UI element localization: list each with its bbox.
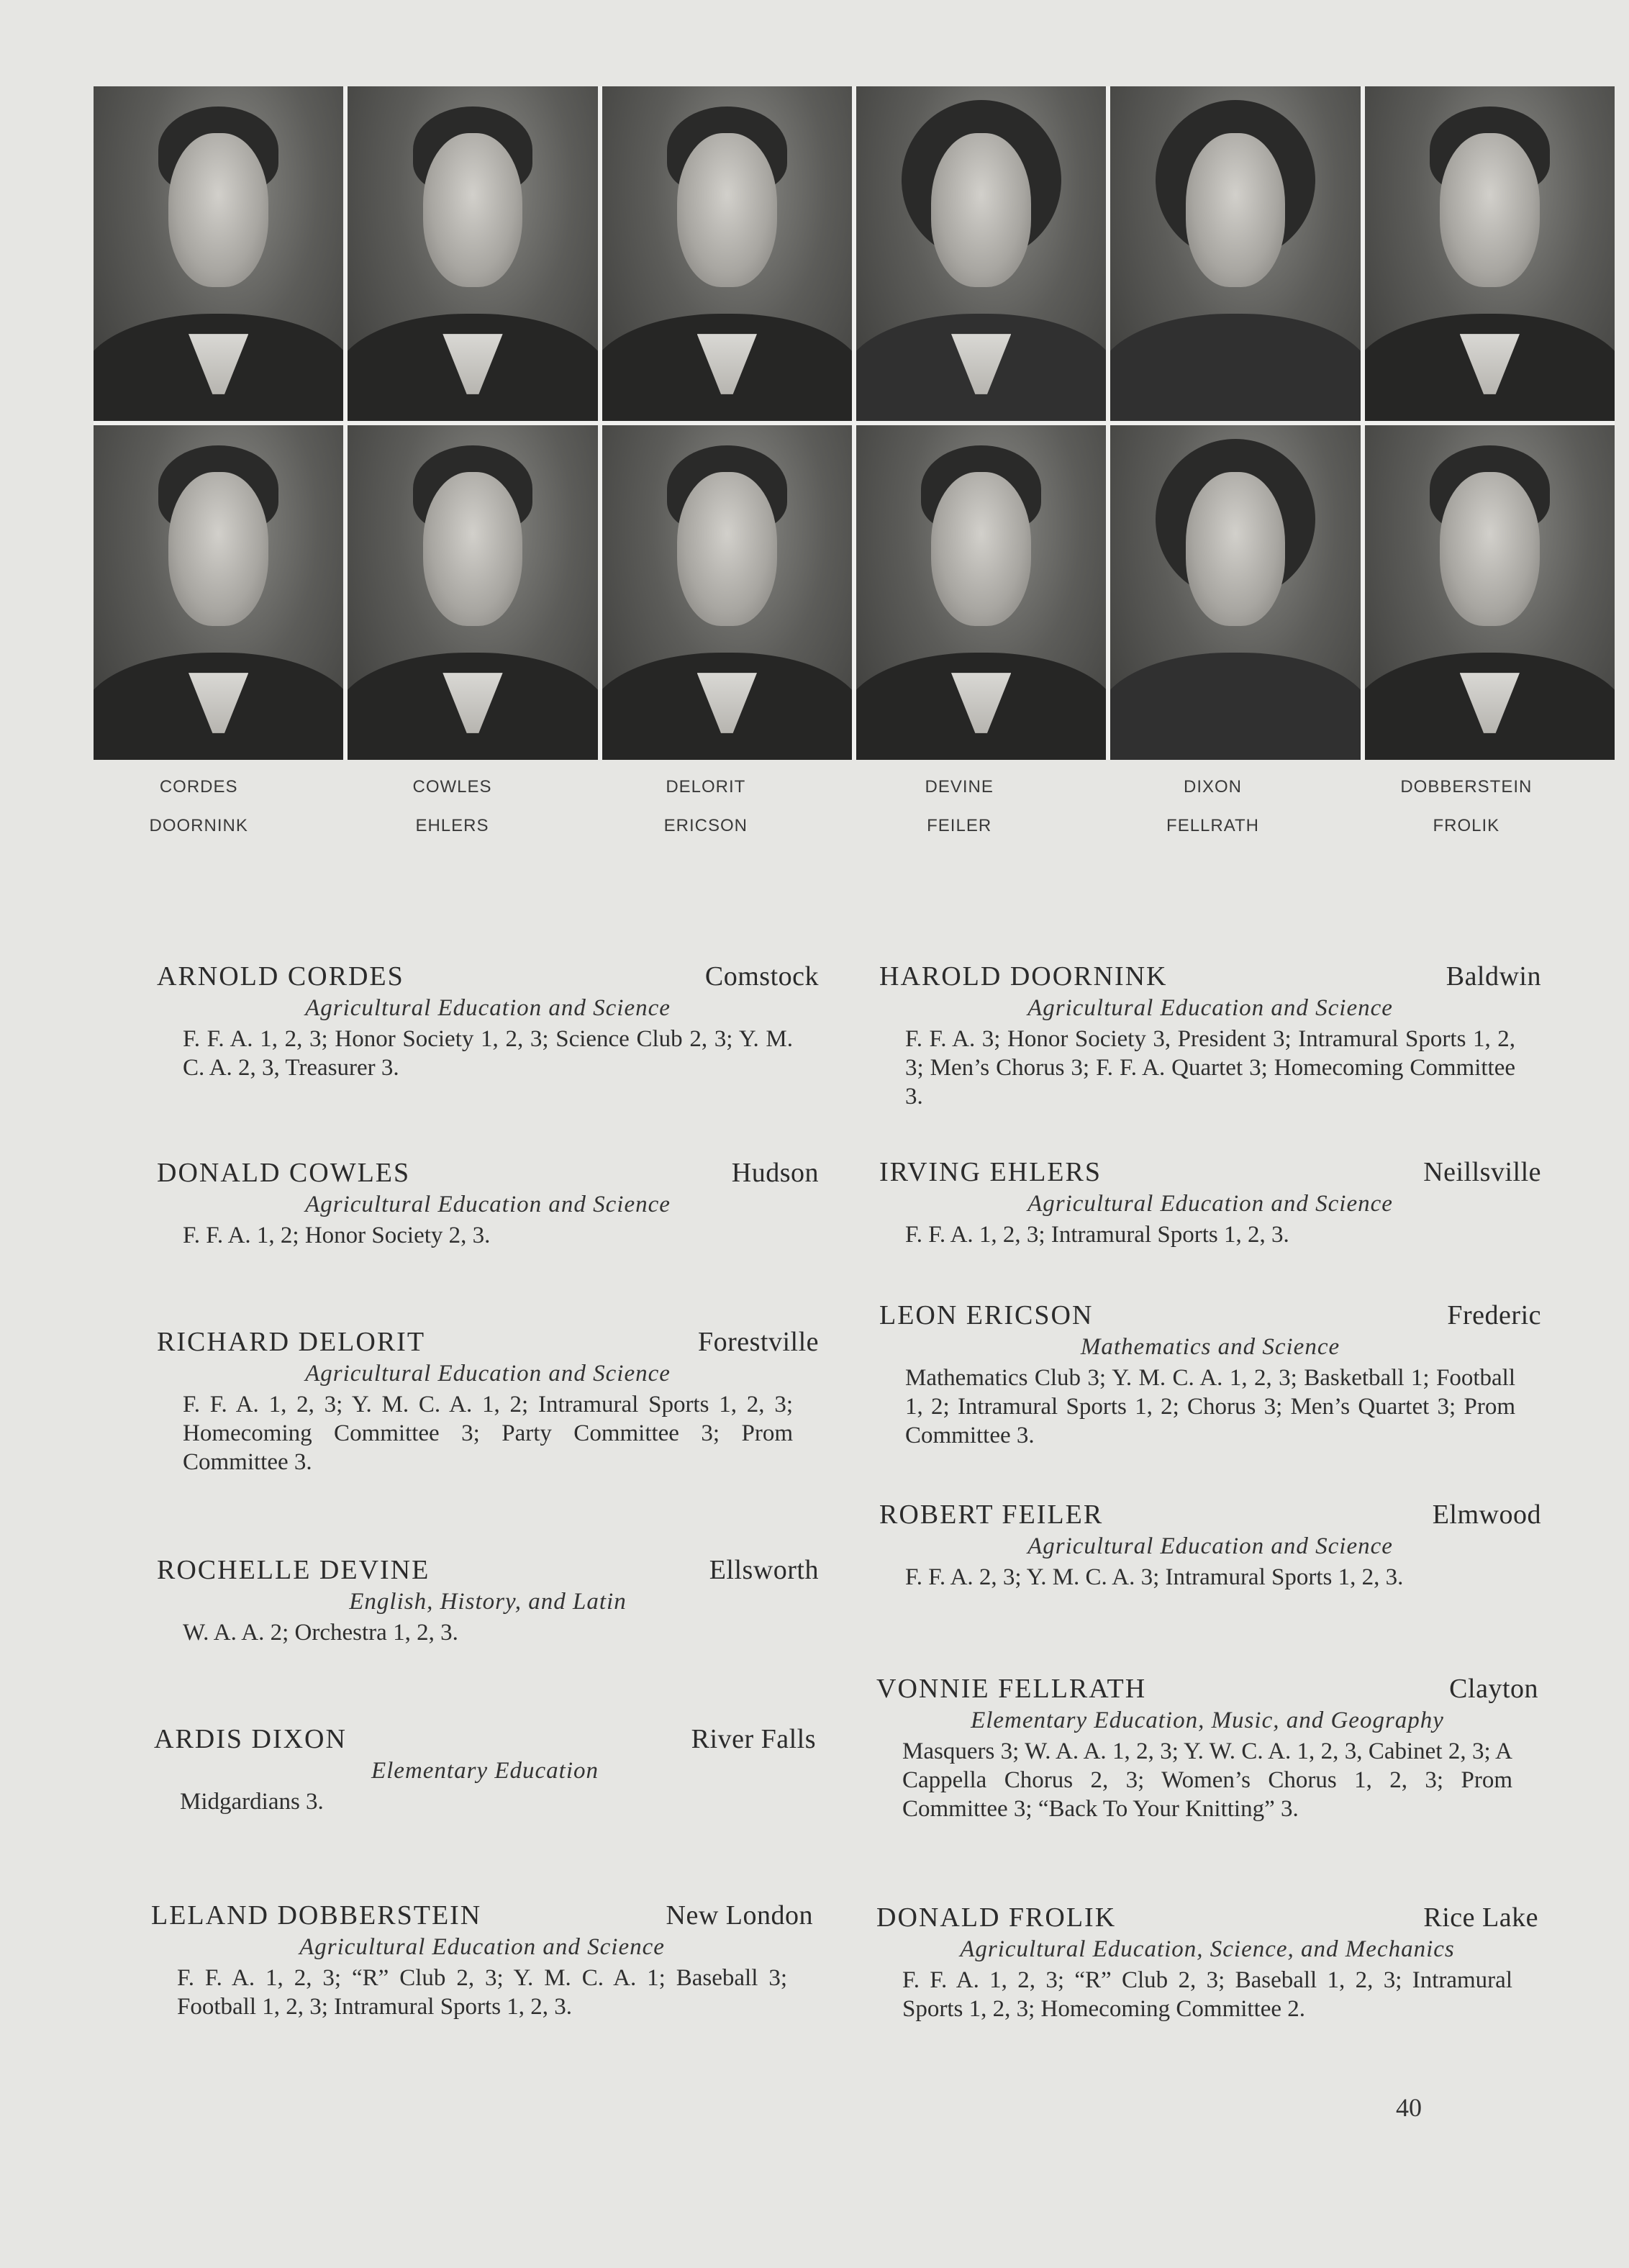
portrait-ericson (602, 425, 852, 760)
portrait-cordes (94, 86, 343, 421)
major: Agricultural Education and Science (305, 1192, 671, 1217)
bio-feiler (879, 1499, 1541, 1592)
major: Agricultural Education and Science (305, 1361, 671, 1387)
student-name: RICHARD DELORIT (157, 1327, 426, 1357)
caption: DOBBERSTEIN (1400, 777, 1533, 797)
bio-frolik (876, 1902, 1538, 2023)
hometown: Elmwood (1432, 1500, 1541, 1530)
portrait-devine (856, 86, 1106, 421)
hometown: Comstock (704, 961, 819, 992)
activities: F. F. A. 1, 2, 3; “R” Club 2, 3; Baseball 1, 2, 3; Intramural Sports 1, 2, 3; Homecoming Committee 2. (902, 1967, 1512, 2022)
caption: DIXON (1183, 777, 1242, 797)
caption: ERICSON (663, 816, 748, 835)
caption: FEILER (927, 816, 992, 835)
major: Elementary Education, Music, and Geography (971, 1707, 1444, 1733)
major: Agricultural Education and Science (1027, 1533, 1393, 1559)
bio-ericson (879, 1299, 1541, 1450)
bio-doornink (879, 961, 1541, 1111)
major: Mathematics and Science (1080, 1334, 1340, 1360)
student-name: HAROLD DOORNINK (879, 961, 1168, 992)
portrait-cowles (348, 86, 597, 421)
student-name: LEON ERICSON (879, 1300, 1094, 1330)
caption: DEVINE (925, 777, 994, 797)
activities: Mathematics Club 3; Y. M. C. A. 1, 2, 3; Basketball 1; Football 1, 2; Intramural Sports 1, 2; Chorus 3; Men’s Quartet 3; Prom Committee 3. (905, 1365, 1515, 1448)
activities: F. F. A. 1, 2, 3; Intramural Sports 1, 2, 3. (905, 1222, 1289, 1248)
major: Elementary Education (371, 1758, 599, 1784)
student-name: IRVING EHLERS (879, 1157, 1102, 1187)
portrait-frolik (1365, 425, 1615, 760)
activities: Midgardians 3. (180, 1789, 324, 1815)
major: Agricultural Education and Science (299, 1934, 665, 1960)
portrait-ehlers (348, 425, 597, 760)
portrait-dixon (1110, 86, 1360, 421)
caption: DOORNINK (149, 816, 248, 835)
caption: FROLIK (1433, 816, 1500, 835)
hometown: Ellsworth (709, 1555, 819, 1585)
bio-delorit (157, 1326, 819, 1477)
caption: FELLRATH (1166, 816, 1259, 835)
activities: F. F. A. 1, 2; Honor Society 2, 3. (183, 1223, 491, 1248)
student-name: LELAND DOBBERSTEIN (151, 1900, 482, 1931)
caption: DELORIT (666, 777, 746, 797)
portrait-doornink (94, 425, 343, 760)
activities: F. F. A. 2, 3; Y. M. C. A. 3; Intramural Sports 1, 2, 3. (905, 1564, 1404, 1590)
portrait-dobberstein (1365, 86, 1615, 421)
student-name: ROBERT FEILER (879, 1500, 1104, 1530)
bio-fellrath (876, 1673, 1538, 1823)
activities: W. A. A. 2; Orchestra 1, 2, 3. (183, 1620, 458, 1646)
hometown: Forestville (697, 1327, 819, 1357)
major: Agricultural Education, Science, and Mechanics (960, 1936, 1455, 1962)
bio-dobberstein (151, 1900, 813, 2021)
portrait-delorit (602, 86, 852, 421)
hometown: Frederic (1447, 1300, 1541, 1330)
major: Agricultural Education and Science (305, 995, 671, 1021)
bio-ehlers (879, 1156, 1541, 1249)
page-number: 40 (1396, 2093, 1422, 2122)
student-name: ARDIS DIXON (154, 1724, 347, 1754)
student-name: DONALD FROLIK (876, 1902, 1117, 1933)
bio-dixon (154, 1723, 816, 1816)
bio-cordes (157, 961, 819, 1082)
major: Agricultural Education and Science (1027, 995, 1393, 1021)
caption: EHLERS (415, 816, 489, 835)
caption: COWLES (412, 777, 492, 797)
bio-devine (157, 1554, 819, 1647)
hometown: Neillsville (1423, 1157, 1541, 1187)
bio-cowles (157, 1157, 819, 1250)
student-name: DONALD COWLES (157, 1158, 411, 1188)
portrait-grid (94, 86, 1615, 760)
activities: F. F. A. 3; Honor Society 3, President 3; Intramural Sports 1, 2, 3; Men’s Chorus 3; F. F. A. Quartet 3; Homecoming Committee 3. (905, 1026, 1515, 1110)
hometown: Clayton (1449, 1674, 1538, 1704)
major: English, History, and Latin (349, 1589, 627, 1615)
activities: Masquers 3; W. A. A. 1, 2, 3; Y. W. C. A. 1, 2, 3, Cabinet 2, 3; A Cappella Chorus 2, 3; Women’s Chorus 1, 2, 3; Prom Committee 3; “Back To Your Knitting” 3. (902, 1738, 1512, 1822)
activities: F. F. A. 1, 2, 3; Y. M. C. A. 1, 2; Intramural Sports 1, 2, 3; Homecoming Committee 3; Party Committee 3; Prom Committee 3. (183, 1392, 793, 1475)
hometown: Rice Lake (1423, 1902, 1538, 1933)
hometown: New London (666, 1900, 813, 1931)
student-name: ARNOLD CORDES (157, 961, 404, 992)
activities: F. F. A. 1, 2, 3; “R” Club 2, 3; Y. M. C. A. 1; Baseball 3; Football 1, 2, 3; Intramural Sports 1, 2, 3. (177, 1965, 787, 2020)
activities: F. F. A. 1, 2, 3; Honor Society 1, 2, 3; Science Club 2, 3; Y. M. C. A. 2, 3, Treasurer 3. (183, 1026, 793, 1081)
portrait-fellrath (1110, 425, 1360, 760)
photo-captions (94, 777, 1615, 836)
hometown: Baldwin (1446, 961, 1541, 992)
hometown: River Falls (691, 1724, 816, 1754)
caption: CORDES (159, 777, 238, 797)
hometown: Hudson (731, 1158, 819, 1188)
student-name: VONNIE FELLRATH (876, 1674, 1147, 1704)
major: Agricultural Education and Science (1027, 1191, 1393, 1217)
portrait-feiler (856, 425, 1106, 760)
student-name: ROCHELLE DEVINE (157, 1555, 430, 1585)
